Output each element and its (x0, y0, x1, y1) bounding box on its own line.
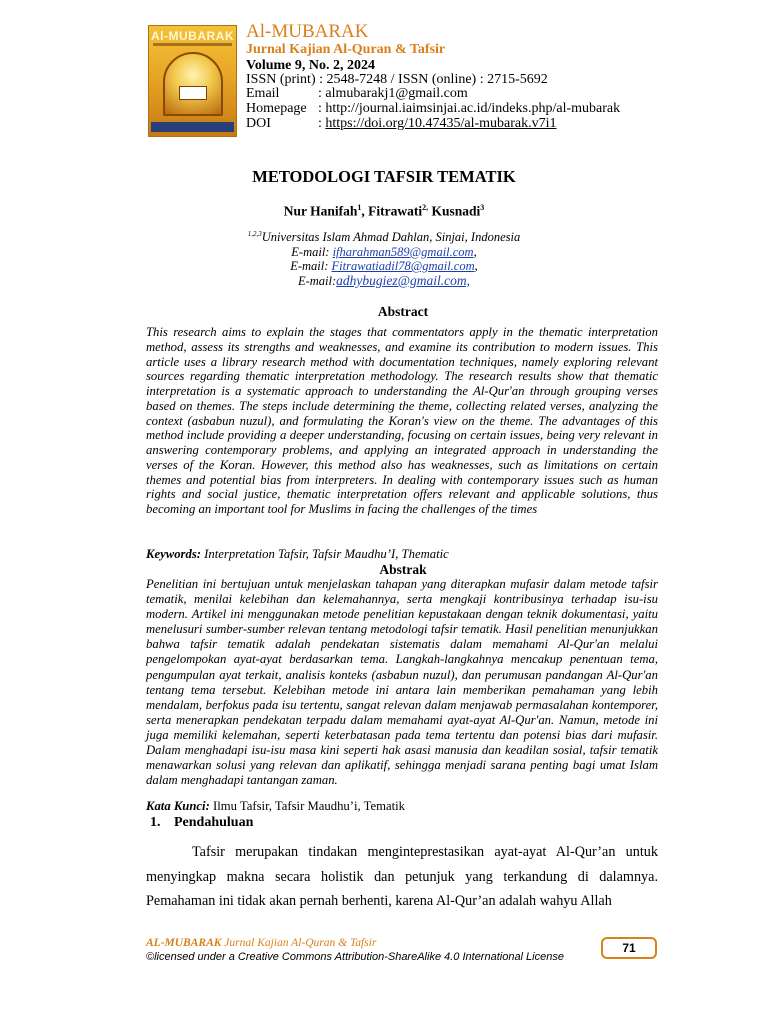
intro-paragraph: Tafsir merupakan tindakan menginteprestasikan ayat-ayat Al-Qur’an untuk menyingkap makna secara holistik dan petunjuk yang terkandung di dalamnya. Pemahaman ini tidak akan pernah berhenti, karena Al-Qur’an adalah wahyu Allah (146, 844, 658, 910)
keywords-line (146, 547, 449, 562)
kata-kunci-line (146, 799, 405, 814)
kata-kunci-value: Ilmu Tafsir, Tafsir Maudhu’i, Tematik (209, 799, 406, 813)
keywords-value: Interpretation Tafsir, Tafsir Maudhu’I, Thematic (200, 547, 449, 561)
author-2: , Fitrawati (361, 203, 423, 219)
issn-info: ISSN (print) : 2548-7248 / ISSN (online) : 2715-5692 (246, 72, 548, 87)
author-email-2[interactable]: Fitrawatiadil78@gmail.com (331, 259, 475, 274)
author-3-affil: 3 (480, 203, 485, 212)
homepage-link[interactable]: : http://journal.iaimsinjai.ac.id/indeks.php/al-mubarak (318, 101, 621, 116)
footer-license: ©licensed under a Creative Commons Attribution-ShareAlike 4.0 International License (146, 951, 564, 963)
cover-band (153, 43, 232, 46)
cover-arch (163, 52, 223, 116)
cover-footer-band (151, 122, 234, 132)
page-number-badge: 71 (601, 937, 657, 959)
homepage-row (246, 101, 620, 117)
email3-prefix: E-mail: (297, 273, 337, 288)
kata-kunci-label: Kata Kunci: (146, 799, 210, 813)
journal-cover-image (148, 25, 237, 137)
footer-journal-name: AL-MUBARAK (146, 937, 222, 949)
cover-title: Al-MUBARAK (151, 29, 234, 43)
paper-title: METODOLOGI TAFSIR TEMATIK (252, 167, 516, 186)
abstract-heading: Abstract (377, 304, 429, 319)
email-label: Email (246, 86, 280, 101)
email-value[interactable]: : almubarakj1@gmail.com (318, 86, 468, 101)
author-1: Nur Hanifah (283, 203, 358, 219)
journal-name: Al-MUBARAK (246, 21, 369, 42)
cover-book-icon (179, 86, 207, 100)
author-email-1[interactable]: ifharahman589@gmail.com (332, 244, 474, 259)
affiliation-block: $^{1,2,3}$Universitas Islam Ahmad Dahlan, Sinjai, Indonesia E-mail: ifharahman589@gmail.com, E-mail: Fitrawatiadil78@gmail.com, E-mail:adhybugiez@gmail.com, (247, 230, 521, 288)
journal-subtitle: Jurnal Kajian Al-Quran & Tafsir (246, 42, 446, 57)
abstrak-body: Penelitian ini bertujuan untuk menjelaskan tahapan yang diterapkan mufasir dalam metode tafsir tematik, menilai kelebihan dan kelemahannya, serta mengkaji kontribusinya terhadap isu-isu modern. Artikel ini menggunakan metode penelitian kepustakaan dengan teknik dokumentasi, yaitu menelusuri sumber-sumber relevan tentang metodologi tafsir tematik. Hasil penelitian menunjukkan bahwa tafsir tematik adalah pendekatan sistematis dalam memahami Al-Qur'an melalui pengelompokan ayat-ayat berdasarkan tema. Langkah-langkahnya mencakup penentuan tema, pengumpulan ayat terkait, analisis konteks (asbabun nuzul), dan perumusan pandangan Al-Qur'an tentang tema tersebut. Kelebihan metode ini antara lain memberikan pemahaman yang lebih mendalam, berfokus pada isu tertentu, sangat relevan dalam menjawab permasalahan kontemporer, serta menerapkan pendekatan terpadu dalam memahami ayat-ayat Al-Qur'an. Namun, metode ini juga memiliki kelemahan, seperti keterbatasan pada tema tertentu dan potensi bias dari mufasir. Dalam menghadapi isu-isu masa kini seperti hak asasi manusia dan keadilan sosial, tafsir tematik menawarkan solusi yang relevan dan aplikatif, sehingga menjadi sarana penting bagi umat Islam dalam menghadapi tantangan zaman. (146, 577, 658, 788)
author-list (0, 203, 768, 220)
section-title: Pendahuluan (174, 815, 254, 830)
email-row (246, 86, 468, 102)
affiliation-sup: 1,2,3 (247, 230, 262, 238)
email2-prefix: E-mail: (290, 259, 332, 274)
section-number: 1. (150, 815, 161, 830)
footer-journal (146, 937, 376, 949)
email1-prefix: E-mail: (291, 244, 333, 259)
author-2-affil: 2, (422, 203, 429, 212)
affiliation-institution: Universitas Islam Ahmad Dahlan, Sinjai, Indonesia (261, 230, 521, 245)
author-3: Kusnadi (428, 203, 481, 219)
doi-label: DOI (246, 116, 271, 131)
homepage-label: Homepage (246, 101, 307, 116)
doi-separator: : (318, 116, 326, 131)
doi-link[interactable]: https://doi.org/10.47435/al-mubarak.v7i1 (325, 116, 557, 131)
footer-journal-sub: Jurnal Kajian Al-Quran & Tafsir (221, 937, 377, 949)
author-email-3[interactable]: adhybugiez@gmail.com, (336, 272, 471, 288)
abstrak-heading: Abstrak (379, 562, 427, 577)
section-heading (150, 815, 253, 831)
abstract-body: This research aims to explain the stages that commentators apply in the thematic interpretation method, assess its strengths and weaknesses, and examine its contribution to modern issues. This article uses a library research method with documentation techniques, namely exploring relevant sources regarding thematic interpretation methodology. The research results show that thematic interpretation is a systematic approach to understanding the Al-Qur'an through grouping verses based on themes. The steps include determining the theme, collecting related verses, analyzing the context (asbabun nuzul), and formulating the Koran's view on the theme. The advantages of this method include providing a deeper understanding, focusing on certain issues, being very relevant in answering contemporary problems, and applying an integrated approach in understanding the verses of the Koran. However, this method also has weaknesses, such as limitations on certain themes and potential bias from interpreters. In dealing with contemporary issues such as human rights and social justice, thematic interpretation offers relevant and applicable solutions, thus becoming an important tool for Muslims in facing the challenges of the times (146, 325, 658, 516)
volume-info: Volume 9, No. 2, 2024 (246, 58, 375, 73)
keywords-label: Keywords: (146, 547, 201, 561)
author-1-affil: 1 (357, 203, 362, 212)
doi-row (246, 116, 557, 132)
